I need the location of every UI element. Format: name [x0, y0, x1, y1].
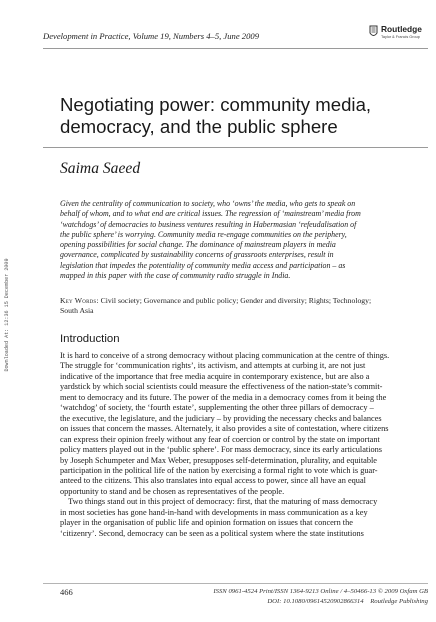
- footer-info: [213, 587, 428, 606]
- body-line: The struggle for ‘communication rights’, its activism, and attempts at curbing it, are not just: [60, 361, 366, 371]
- keywords-line: Civil society; Governance and public policy; Gender and diversity; Rights; Technology;: [100, 296, 372, 305]
- section-heading: Introduction: [60, 333, 120, 345]
- body-line: by Joseph Schumpeter and Max Weber, presupposes self-determination, plurality, and equitable: [60, 455, 377, 465]
- abstract-line: legislation that impedes the potentiality of community media access and participation – as: [60, 260, 346, 270]
- body-text: [60, 351, 428, 539]
- issn-line: ISSN 0961-4524 Print/ISSN 1364-9213 Online / 4–50466-13 © 2009 Oxfam GB: [213, 588, 428, 595]
- body-line: in most societies has gone hand-in-hand with developments in mass communication as a key: [60, 507, 368, 517]
- body-line: yardstick by which social scientists could measure the effectiveness of the nation-state’s commit-: [60, 382, 383, 392]
- abstract-line: behalf of whom, and to what end are critical issues. The regression of ‘mainstream’ media from: [60, 209, 361, 219]
- download-stamp: [0, 240, 14, 390]
- body-line: player in the organisation of public life and opinion formation on issues that concern the: [60, 518, 353, 528]
- abstract-line: the public sphere’ is worrying. Community media re-engage communities on the periphery,: [60, 229, 347, 239]
- body-line: on issues that concern the masses. Alternately, it also provides a site of contestation, where citizens: [60, 424, 389, 434]
- body-line: ‘citizenry’. Second, democracy can be seen as a political system where the state institutions: [60, 528, 364, 538]
- body-line: the executive, the legislature, and the judiciary – by providing the necessary checks and balances: [60, 413, 382, 423]
- body-line: anteed to the citizens. This also translates into equal access to power, since all have an equal: [60, 476, 366, 486]
- keywords-line: South Asia: [60, 306, 94, 315]
- abstract-line: governance, complicated by sustainability concerns of grassroots enterprises, result in: [60, 250, 334, 260]
- abstract-line: mapped in this paper with the case of community radio struggle in India.: [60, 271, 291, 281]
- keywords-label: Key Words:: [60, 296, 99, 305]
- body-line: It is hard to conceive of a strong democracy without placing communication at the centre of things.: [60, 351, 390, 360]
- publisher-name: Routledge: [381, 24, 422, 34]
- title-line: democracy, and the public sphere: [60, 116, 338, 137]
- page-number: 466: [60, 587, 73, 597]
- abstract: [60, 199, 425, 281]
- body-line: participation in the political life of the nation by exercising a formal right to vote which is guar-: [60, 465, 378, 475]
- doi-line: DOI: 10.1080/09614520902866314 Routledge Publishing: [267, 597, 428, 605]
- publisher-logo: [368, 24, 428, 44]
- keywords: [60, 296, 425, 316]
- abstract-line: ‘watchdogs’ of democracies to business ventures resulting in Habermasian ‘refeudalisation of: [60, 219, 357, 229]
- header-rule: [43, 48, 428, 49]
- body-line: indicative of the importance that free media acquire in contemporary existence, but are also a: [60, 371, 370, 381]
- article-title: [60, 94, 371, 138]
- body-line: ment to democracy and its future. The power of the media in a democracy comes from it being the: [60, 392, 387, 402]
- routledge-emblem-icon: [368, 25, 379, 39]
- footer-rule: [43, 583, 428, 584]
- title-rule: [43, 147, 428, 148]
- publisher-subtitle: Taylor & Francis Group: [381, 35, 420, 39]
- body-line: Two things stand out in this project of democracy: first, that the maturing of mass democracy: [60, 497, 378, 507]
- journal-header: Development in Practice, Volume 19, Numbers 4–5, June 2009: [43, 31, 259, 41]
- abstract-line: opening possibilities for social change. The dominance of mainstream players in media: [60, 240, 336, 250]
- body-line: opportunity to stand and be chosen as representatives of the people.: [60, 486, 285, 496]
- download-stamp-text: Downloaded At: 12:36 15 December 2009: [4, 258, 10, 372]
- author-name: Saima Saeed: [60, 160, 141, 177]
- title-line: Negotiating power: community media,: [60, 94, 372, 115]
- abstract-line: Given the centrality of communication to society, who ‘owns’ the media, who gets to speak on: [60, 199, 356, 208]
- body-line: ‘watchdog’ of society, the ‘fourth estate’, supplementing the other three pillars of democracy –: [60, 403, 374, 413]
- body-line: can express their opinion freely without any fear of coercion or control by the state on important: [60, 434, 380, 444]
- body-line: policy matters played out in the ‘public sphere’. For mass democracy, since its early articulations: [60, 445, 383, 455]
